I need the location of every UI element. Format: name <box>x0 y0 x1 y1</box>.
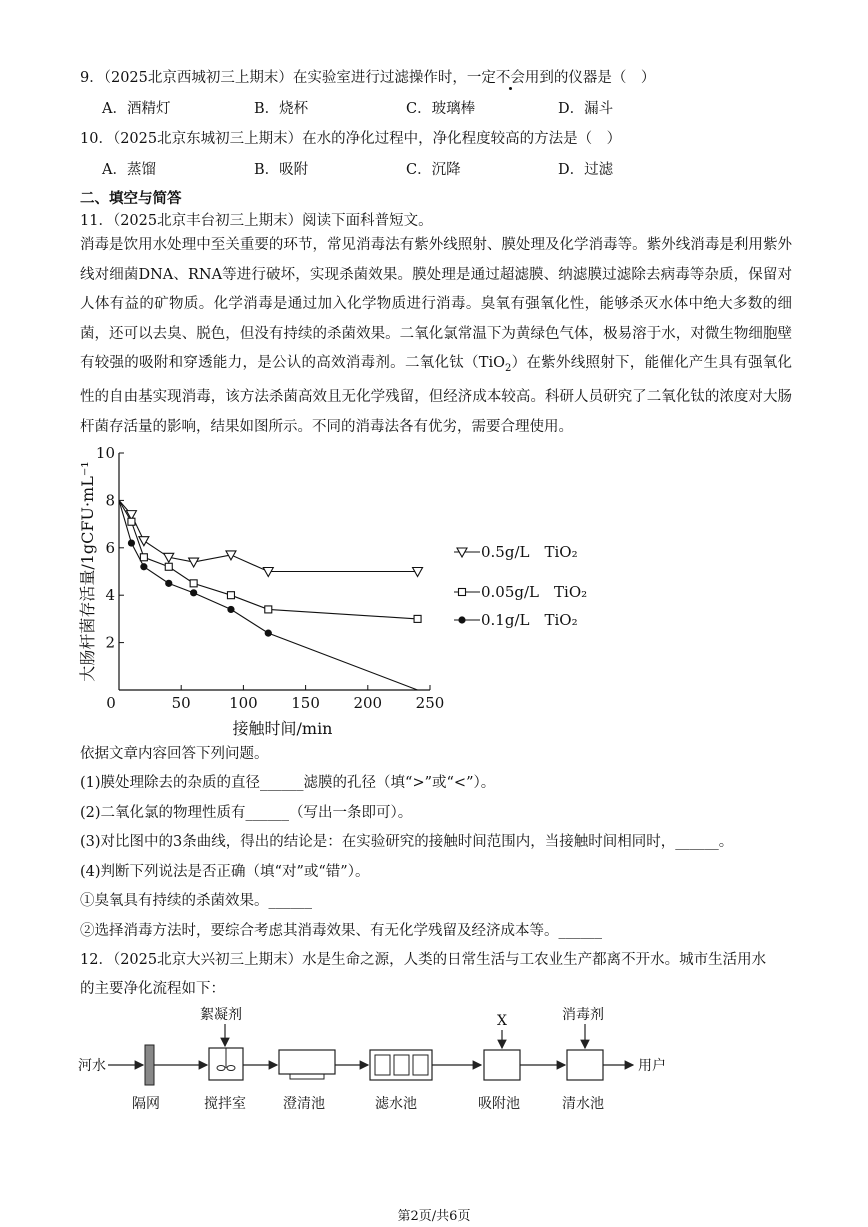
flow-input: 河水 <box>78 1058 106 1074</box>
q11-sub4-1: ①臭氧具有持续的杀菌效果。______ <box>80 893 312 909</box>
disinfectant-label: 消毒剂 <box>562 1007 604 1023</box>
y-axis-label: 大肠杆菌存活量/1gCFU·mL⁻¹ <box>78 461 97 682</box>
q11-sub1: (1)膜处理除去的杂质的直径______滤膜的孔径（填“>”或“<”）。 <box>80 775 496 791</box>
data-point <box>128 539 135 546</box>
data-point <box>139 537 149 546</box>
screen-mesh <box>145 1045 154 1085</box>
emphasis-dots: 不会 <box>495 70 525 86</box>
purification-flow-diagram <box>0 1000 868 1110</box>
data-point <box>165 563 172 570</box>
y-tick-label: 8 <box>105 491 115 510</box>
flow-output: 用户 <box>638 1058 666 1074</box>
clarifier-tank <box>279 1050 335 1074</box>
q11-sub4-2: ②选择消毒方法时，要综合考虑其消毒效果、有无化学残留及经济成本等。______ <box>80 923 602 939</box>
legend-entry: 0.1g/L TiO₂ <box>481 611 578 629</box>
option-d: D．漏斗 <box>558 101 614 117</box>
y-tick-label: 6 <box>105 538 115 557</box>
step-label: 滤水池 <box>375 1096 417 1110</box>
option-b: B．烧杯 <box>254 101 309 117</box>
x-tick-label: 100 <box>229 694 258 712</box>
data-point <box>140 563 147 570</box>
x-tick-label: 250 <box>415 694 445 712</box>
q11-passage: 消毒是饮用水处理中至关重要的环节，常见消毒法有紫外线照射、膜处理及化学消毒等。紫外线消毒是利用紫外线对细菌DNA、RNA等进行破坏，实现杀菌效果。膜处理是通过超滤膜、纳滤膜过滤除去病毒等杂质，保留对人体有益的矿物质。化学消毒是通过加入化学物质进行消毒。臭氧有强氧化性，能够杀灭水体中绝大多数的细菌，还可以去臭、脱色，但没有持续的杀菌效果。二氧化氯常温下为黄绿色气体，极易溶于水，对微生物细胞壁有较强的吸附和穿透能力，是公认的高效消毒剂。二氧化钛（TiO$_2$）在紫外线照射下，能催化产生具有强氧化性的自由基实现消毒，该方法杀菌高效且无化学残留，但经济成本较高。科研人员研究了二氧化钛的浓度对大肠杆菌存活量的影响，结果如图所示。不同的消毒法各有优劣，需要合理使用。 <box>80 237 793 435</box>
series-line <box>119 500 418 690</box>
q11-intro: 依据文章内容回答下列问题。 <box>80 746 269 762</box>
option-b: B．吸附 <box>254 162 309 178</box>
q10-options <box>102 158 710 179</box>
y-tick-label: 10 <box>95 444 115 462</box>
q11-sub2: (2)二氧化氯的物理性质有______（写出一条即可）。 <box>80 805 413 821</box>
x-label: X <box>497 1013 507 1029</box>
x-tick-label: 150 <box>291 694 320 712</box>
x-axis-label: 接触时间/min <box>232 719 333 738</box>
option-a: A．蒸馏 <box>102 162 156 178</box>
q12-stem-1: 12．（2025北京大兴初三上期末）水是生命之源，人类的日常生活与工农业生产都离不开水。城市生活用水 <box>80 952 767 968</box>
option-a: A．酒精灯 <box>102 101 171 117</box>
data-point <box>265 630 272 637</box>
data-point <box>140 554 147 561</box>
q9-stem: 9．（2025北京西城初三上期末）在实验室进行过滤操作时，一定不会用到的仪器是（ ） <box>80 70 656 86</box>
option-c: C．玻璃棒 <box>406 101 476 117</box>
data-point <box>227 592 234 599</box>
adsorption-tank <box>484 1050 520 1080</box>
clean-water-tank <box>567 1050 603 1080</box>
chart-series <box>119 500 423 690</box>
data-point <box>459 589 466 596</box>
data-point <box>165 580 172 587</box>
data-point <box>458 616 465 623</box>
q10-stem: 10．（2025北京东城初三上期末）在水的净化过程中，净化程度较高的方法是（ ） <box>80 131 622 147</box>
data-point <box>227 606 234 613</box>
q11-stem: 11．（2025北京丰台初三上期末）阅读下面科普短文。 <box>80 213 433 229</box>
chart-axes <box>78 444 444 738</box>
q12-stem-2: 的主要净化流程如下： <box>80 981 225 997</box>
series-line <box>119 500 418 571</box>
legend-entry: 0.05g/L TiO₂ <box>481 583 588 601</box>
x-tick-label: 200 <box>353 694 383 712</box>
data-point <box>190 580 197 587</box>
page-footer: 第2页/共6页 <box>397 1209 471 1224</box>
step-label: 吸附池 <box>478 1096 520 1110</box>
step-label: 搅拌室 <box>204 1096 246 1110</box>
step-label: 清水池 <box>562 1096 604 1110</box>
x-tick-label: 50 <box>171 694 191 712</box>
option-c: C．沉降 <box>406 162 461 178</box>
section-heading: 二、填空与简答 <box>80 190 182 207</box>
y-tick-label: 2 <box>105 633 115 652</box>
step-label: 隔网 <box>132 1096 160 1110</box>
legend-entry: 0.5g/L TiO₂ <box>481 543 578 561</box>
q11-sub3: (3)对比图中的3条曲线，得出的结论是：在实验研究的接触时间范围内，当接触时间相同时，______。 <box>80 834 734 850</box>
data-point <box>189 558 199 567</box>
data-point <box>414 615 421 622</box>
chart-legend <box>454 543 587 629</box>
option-d: D．过滤 <box>558 162 614 178</box>
q11-sub4: (4)判断下列说法是否正确（填“对”或“错”）。 <box>80 864 370 880</box>
data-point <box>128 518 135 525</box>
flocculant-label: 絮凝剂 <box>200 1007 242 1023</box>
series-line <box>119 500 418 619</box>
survival-chart <box>60 440 620 740</box>
step-label: 澄清池 <box>283 1096 325 1110</box>
data-point <box>190 589 197 596</box>
q9-options <box>102 97 710 118</box>
x-tick-label: 0 <box>106 694 116 712</box>
data-point <box>265 606 272 613</box>
y-tick-label: 4 <box>105 586 115 605</box>
